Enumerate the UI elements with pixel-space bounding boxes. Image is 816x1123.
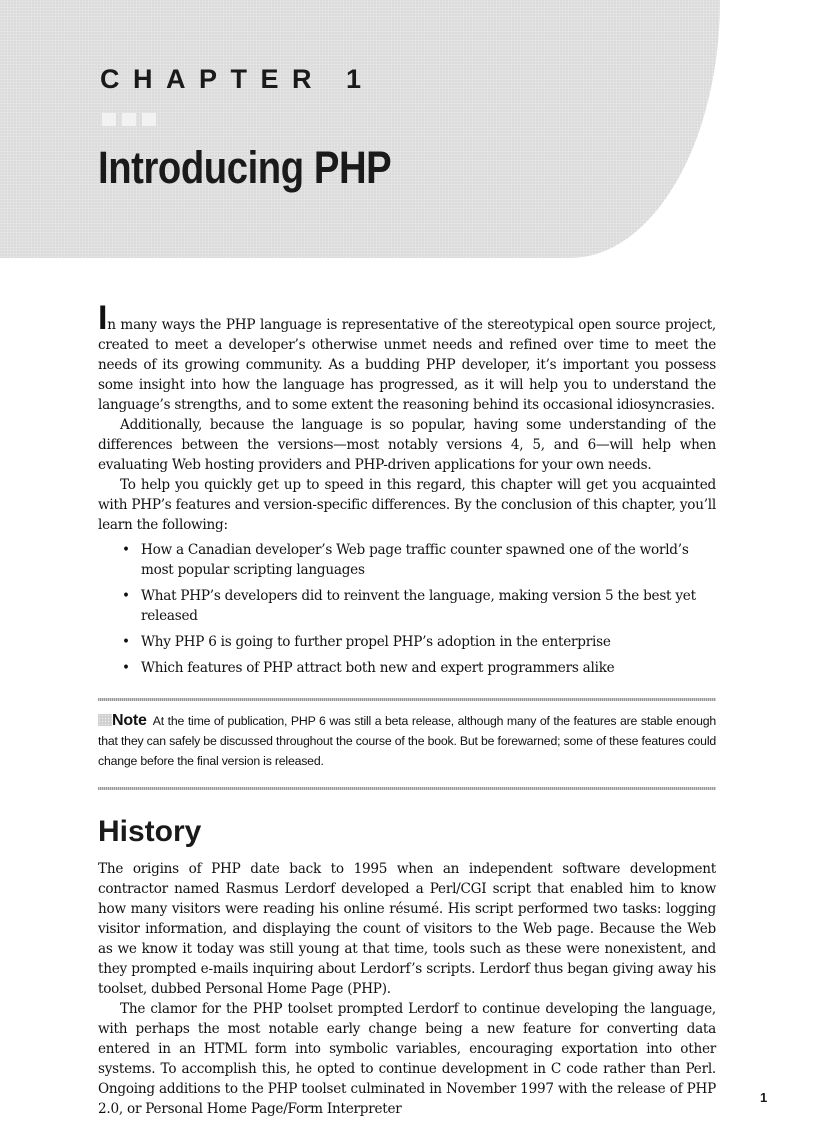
intro-paragraph (98, 299, 716, 415)
paragraph: The origins of PHP date back to 1995 when an independent software development contractor named Rasmus Lerdorf developed a Perl/CGI script that enabled him to know how many visitors were reading his online résumé. His script performed two tasks: logging visitor information, and displaying the count of visitors to the Web page. Because the Web as we know it today was still young at that time, tools such as these were nonexistent, and they prompted e-mails inquiring about Lerdorf’s scripts. Lerdorf thus began giving away his toolset, dubbed Personal Home Page (PHP). (98, 861, 716, 997)
note-content (98, 701, 716, 787)
square-icon (122, 113, 136, 126)
divider (98, 787, 716, 790)
note-marker-icon (98, 714, 112, 726)
paragraph: To help you quickly get up to speed in this regard, this chapter will get you acquainted with PHP’s features and version-specific differences. By the conclusion of this chapter, you’ll learn the following: (98, 477, 716, 533)
paragraph: Additionally, because the language is so popular, having some understanding of the differences between the versions—most notably versions 4, 5, and 6—will help when evaluating Web hosting providers and PHP-driven applications for your own needs. (98, 417, 716, 473)
chapter-body (98, 299, 716, 1119)
square-icon (142, 113, 156, 126)
page-number: 1 (760, 1090, 768, 1105)
paragraph: The clamor for the PHP toolset prompted Lerdorf to continue developing the language, with perhaps the most notable early change being a new feature for converting data entered in an HTML form into symbolic variables, encouraging exportation into other systems. To accomplish this, he opted to continue development in C code rather than Perl. Ongoing additions to the PHP toolset culminated in November 1997 with the release of PHP 2.0, or Personal Home Page/Form Interpreter (98, 1001, 716, 1117)
list-item: • Why PHP 6 is going to further propel PHP’s adoption in the enterprise (118, 632, 716, 652)
note-label: Note (112, 712, 147, 729)
drop-cap: I (98, 299, 108, 337)
learning-objectives-list (98, 540, 716, 678)
list-item: • Which features of PHP attract both new and expert programmers alike (118, 658, 716, 678)
chapter-title: Introducing PHP (98, 142, 392, 193)
list-item: • How a Canadian developer’s Web page traffic counter spawned one of the world’s most popular scripting languages (118, 540, 716, 580)
square-icon (102, 113, 116, 126)
chapter-header-band (0, 0, 720, 258)
list-item: • What PHP’s developers did to reinvent the language, making version 5 the best yet released (118, 586, 716, 626)
intro-paragraph-text: n many ways the PHP language is representative of the stereotypical open source project, created to meet a developer’s otherwise unmet needs and refined over time to meet the needs of its growing community. As a budding PHP developer, it’s important you possess some insight into how the language has progressed, as it will help you to understand the language’s strengths, and to some extent the reasoning behind its occasional idiosyncrasies. (98, 317, 716, 413)
chapter-label: CHAPTER 1 (100, 64, 375, 94)
decorative-squares (102, 113, 156, 126)
section-title: History (98, 815, 202, 848)
note-text: At the time of publication, PHP 6 was still a beta release, although many of the features are stable enough that they can safely be discussed throughout the course of the book. But be forewarned; some of these features could change before the final version is released. (98, 714, 716, 768)
note-box (98, 698, 716, 790)
